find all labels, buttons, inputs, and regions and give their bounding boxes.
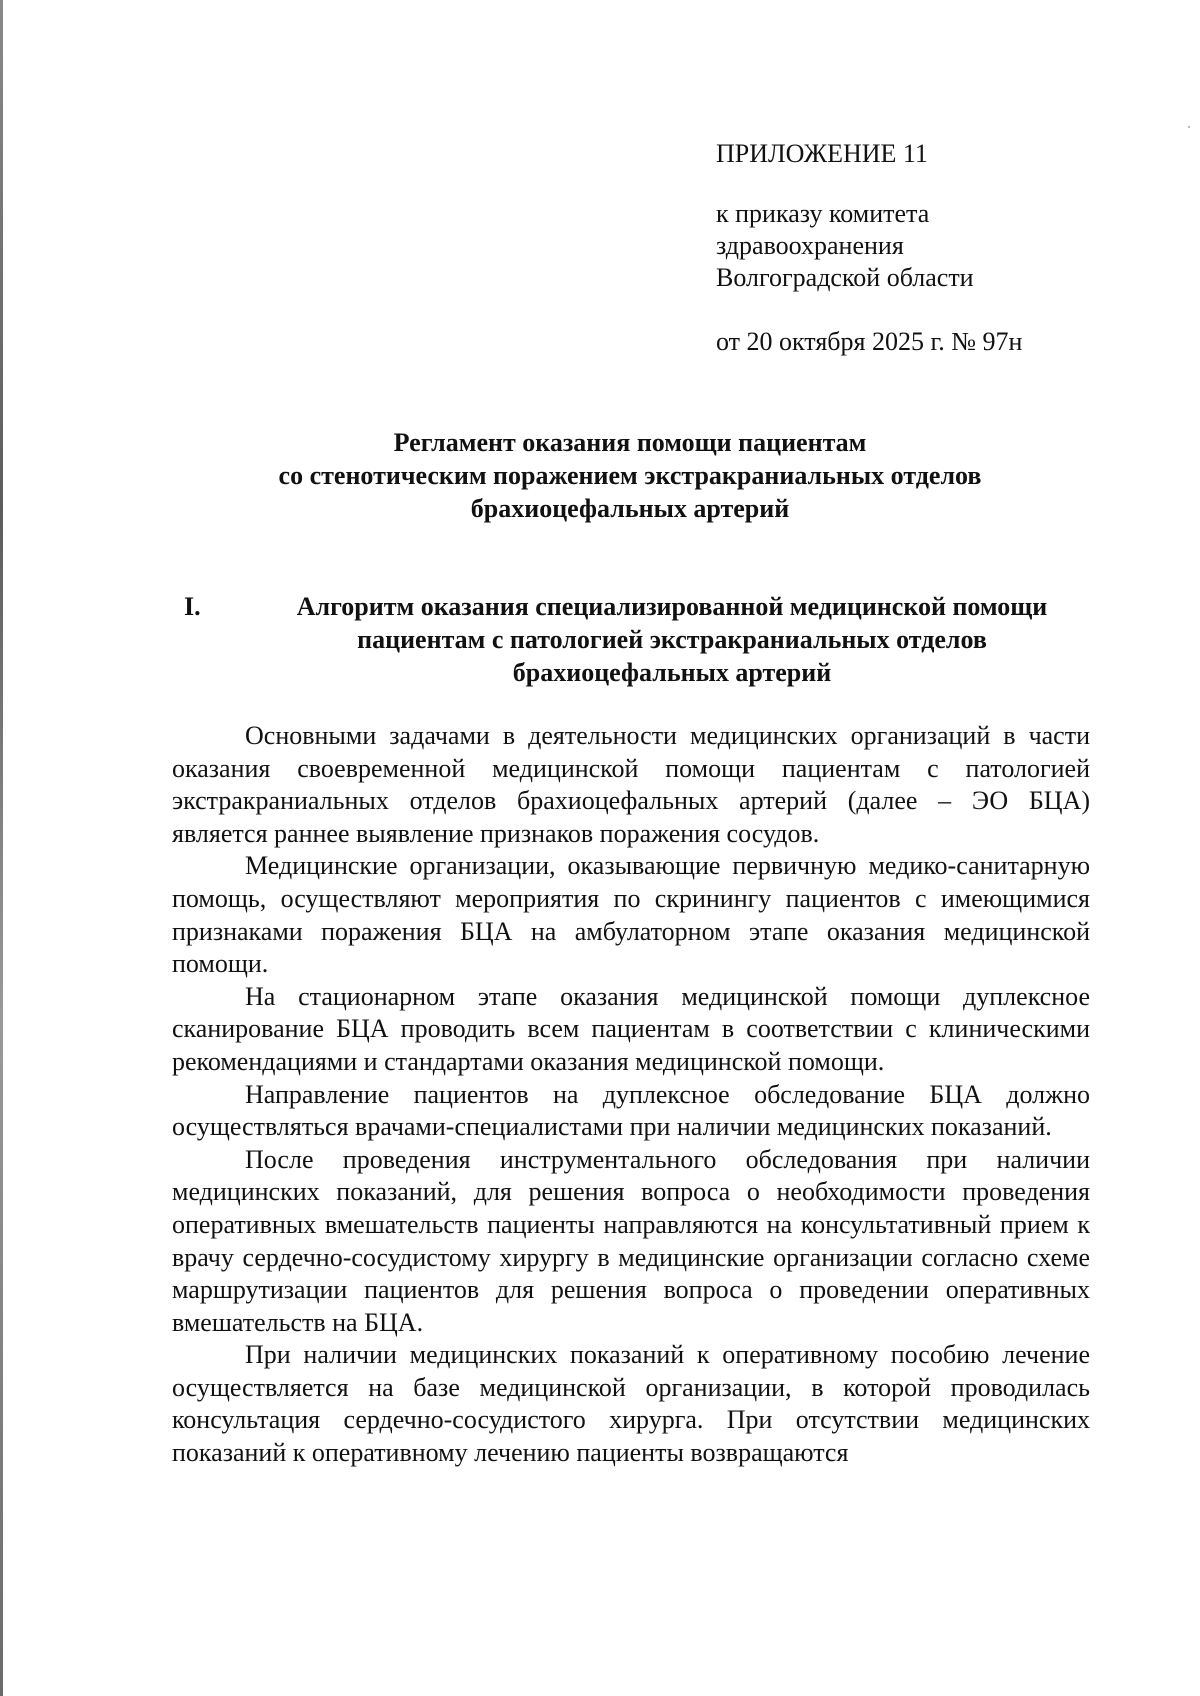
section-number: I. — [184, 592, 201, 621]
section-title-line: брахиоцефальных артерий — [512, 658, 832, 687]
scan-artifact — [1188, 126, 1190, 128]
attachment-line: Волгоградской области — [716, 263, 974, 292]
attachment-title: ПРИЛОЖЕНИЕ 11 — [716, 139, 928, 168]
section-title — [254, 590, 1090, 689]
document-title-line: брахиоцефальных артерий — [470, 494, 790, 523]
section-title-line: пациентам с патологией экстракраниальных отделов — [357, 625, 987, 654]
section-title-line: Алгоритм оказания специализированной медицинской помощи — [296, 592, 1048, 621]
document-title-line: Регламент оказания помощи пациентам — [393, 428, 867, 457]
paragraph: Медицинские организации, оказывающие первичную медико-санитарную помощь, осуществляют мероприятия по скринингу пациентов с имеющимися признаками поражения БЦА на амбулаторном этапе оказания медицинской помощи. — [172, 851, 1090, 979]
section-heading — [170, 590, 1090, 689]
attachment-line: к приказу комитета — [716, 199, 930, 228]
order-date: от 20 октября 2025 г. № 97н — [716, 327, 1023, 356]
body-text — [172, 720, 1090, 1470]
paragraph: После проведения инструментального обследования при наличии медицинских показаний, для решения вопроса о необходимости проведения оперативных вмешательств пациенты направляются на консультативный прием к врачу сердечно-сосудистому хирургу в медицинские организации согласно схеме маршрутизации пациентов для решения вопроса о проведении оперативных вмешательств на БЦА. — [172, 1144, 1090, 1337]
scan-edge — [0, 0, 3, 1696]
paragraph: При наличии медицинских показаний к оперативному пособию лечение осуществляется на базе медицинской организации, в которой проводилась консультация сердечно-сосудистого хирурга. При отсутствии медицинских показаний к оперативному лечению пациенты возвращаются — [172, 1340, 1090, 1468]
attachment-block — [716, 138, 1136, 358]
paragraph: Основными задачами в деятельности медицинских организаций в части оказания своевременной медицинской помощи пациентам с патологией экстракраниальных отделов брахиоцефальных артерий (далее – ЭО БЦА) является раннее выявление признаков поражения сосудов. — [172, 721, 1090, 848]
paragraph: На стационарном этапе оказания медицинской помощи дуплексное сканирование БЦА проводить всем пациентам в соответствии с клиническими рекомендациями и стандартами оказания медицинской помощи. — [172, 981, 1090, 1076]
document-title — [170, 426, 1090, 525]
attachment-line: здравоохранения — [716, 231, 904, 260]
document-title-line: со стенотическим поражением экстракраниальных отделов — [278, 461, 982, 490]
paragraph: Направление пациентов на дуплексное обследование БЦА должно осуществляться врачами-специалистами при наличии медицинских показаний. — [172, 1079, 1090, 1142]
